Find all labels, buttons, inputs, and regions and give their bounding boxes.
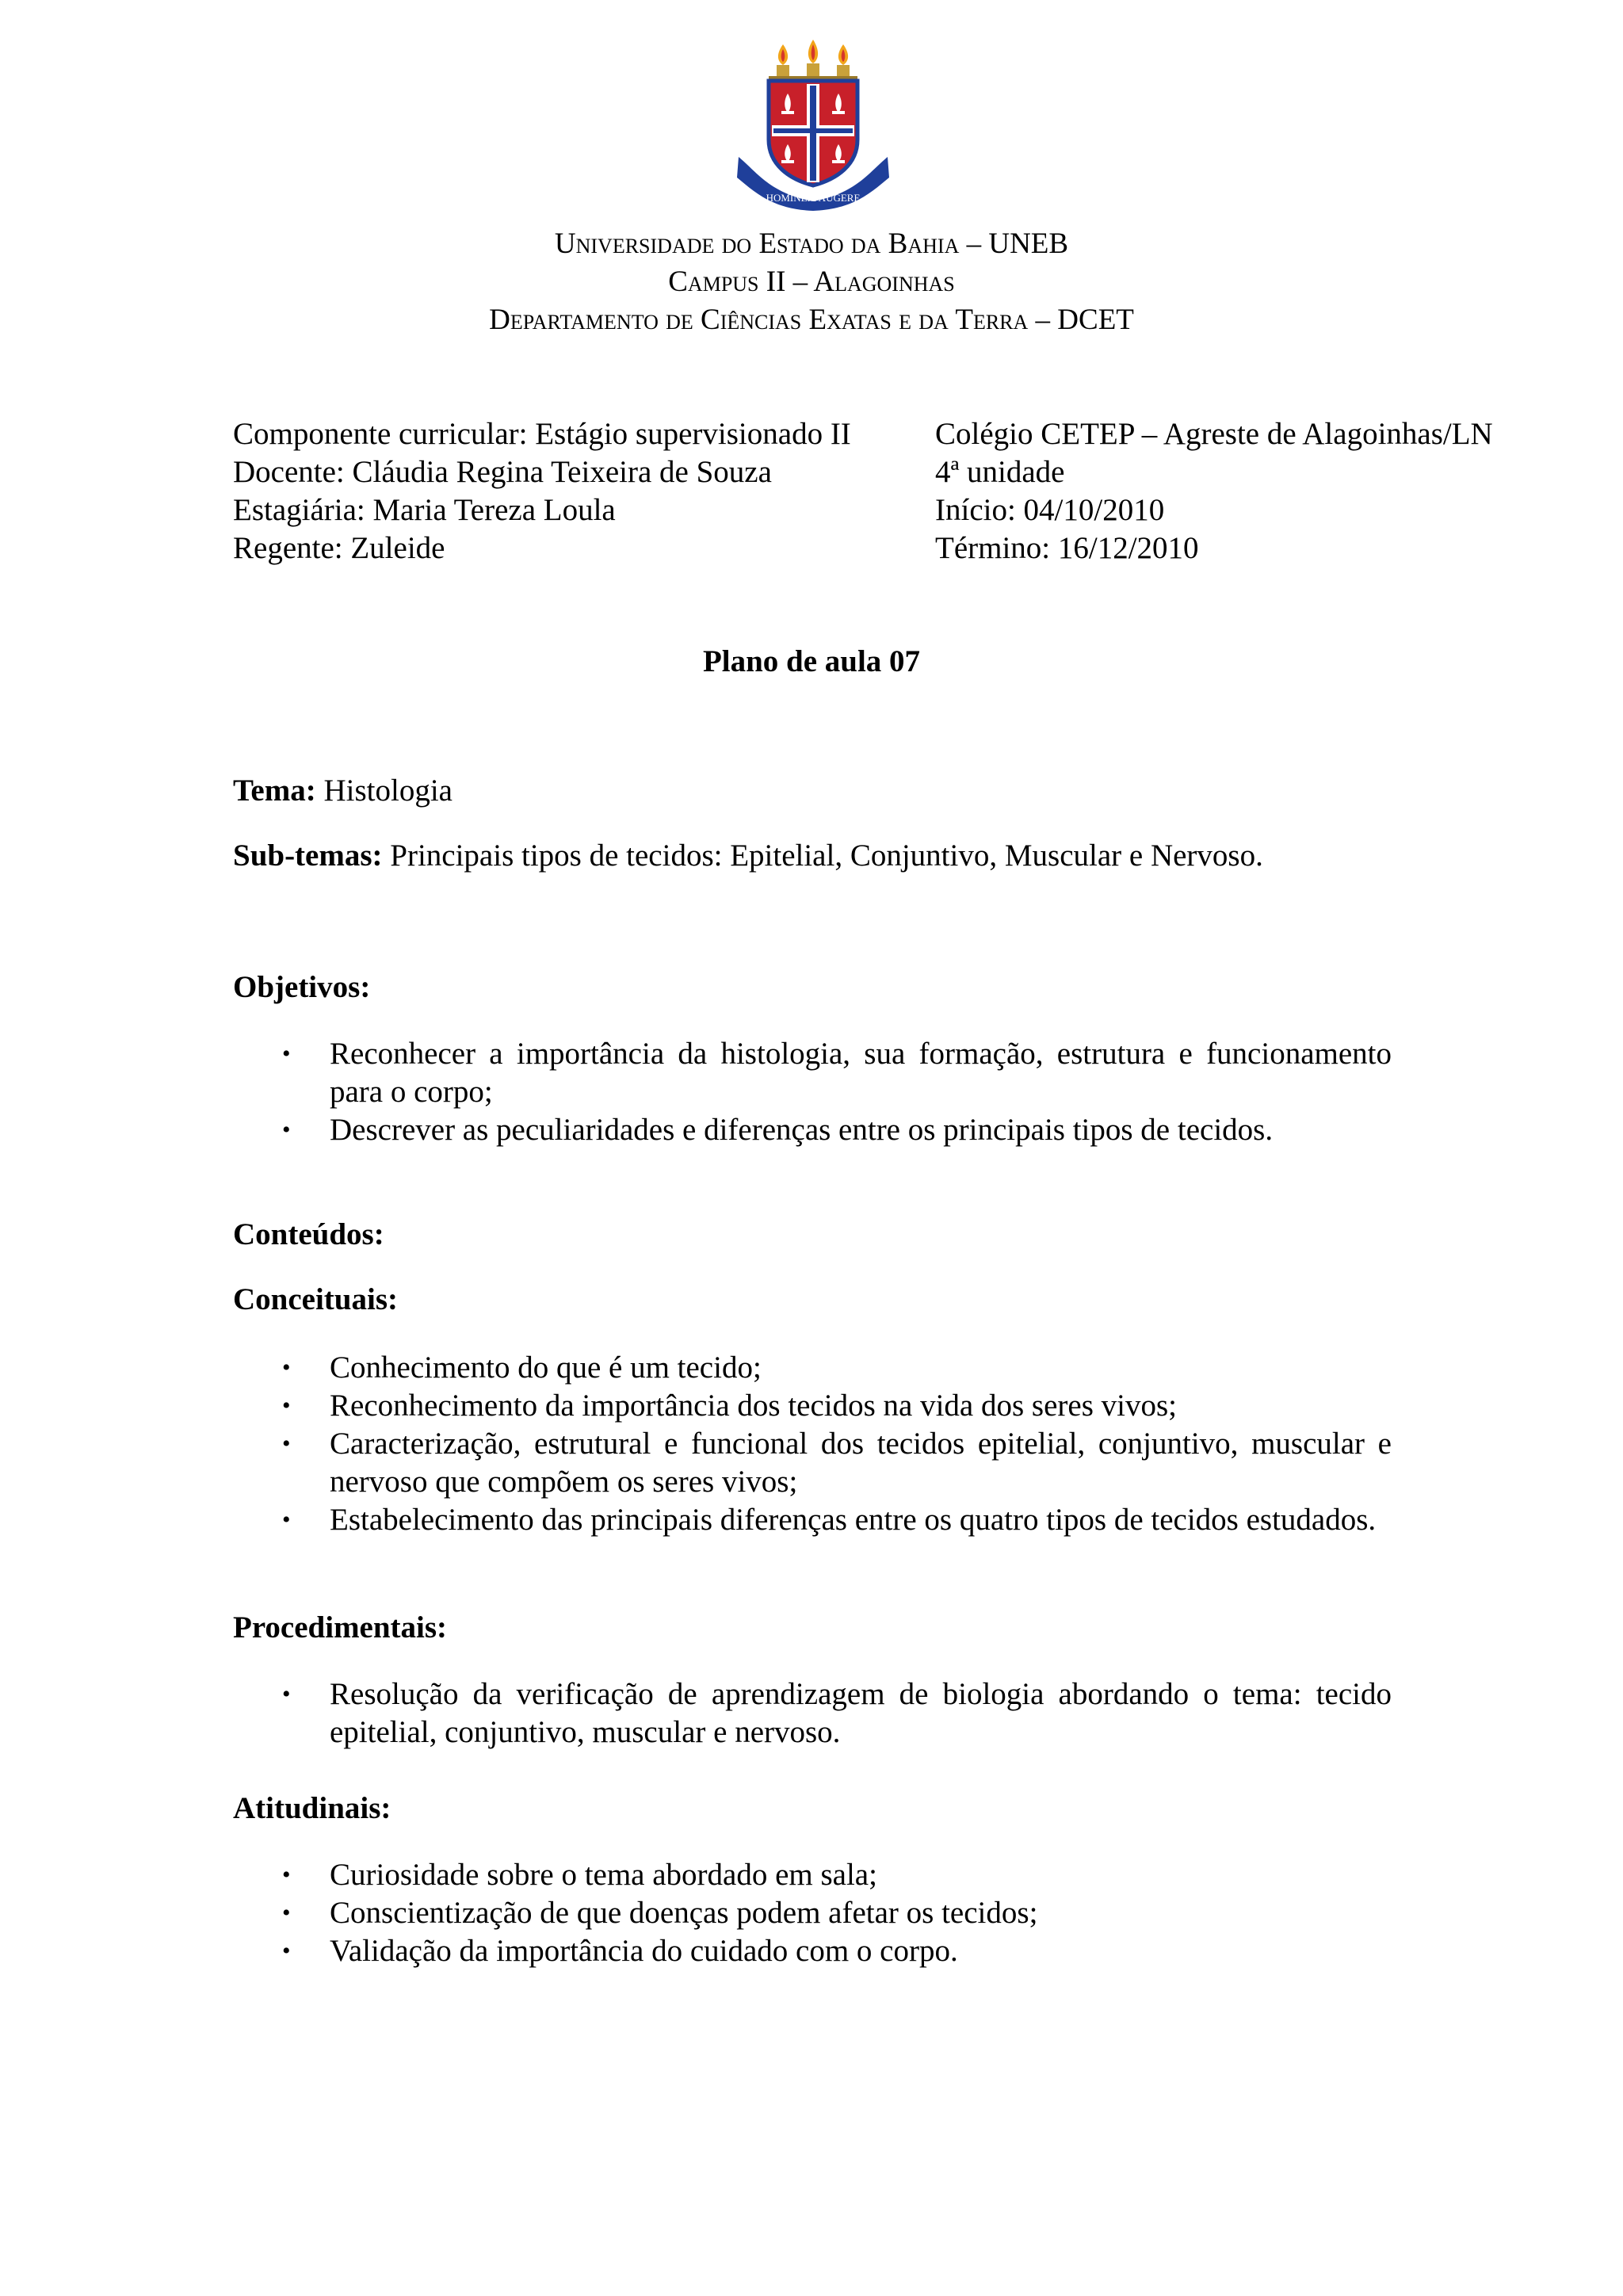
- subthemes-value: Principais tipos de tecidos: Epitelial, Conjuntivo, Muscular e Nervoso.: [382, 839, 1263, 873]
- end-date: Término: 16/12/2010: [935, 531, 1199, 565]
- list-item: [233, 1349, 1392, 1387]
- bullet: •: [282, 1681, 291, 1707]
- list-item-text: Conhecimento do que é um tecido;: [330, 1350, 762, 1385]
- attitudinal-list: [233, 1856, 1392, 1970]
- bullet: •: [282, 1507, 291, 1533]
- list-item-text: Validação da importância do cuidado com o corpo.: [330, 1934, 958, 1968]
- list-item: [233, 1675, 1392, 1752]
- school-name: Colégio CETEP – Agreste de Alagoinhas/LN: [935, 417, 1493, 451]
- list-item: [233, 1111, 1392, 1149]
- list-item: [233, 1425, 1392, 1501]
- department-name: Departamento de Ciências Exatas e da Terra – DCET: [489, 304, 1134, 336]
- list-item-text: Reconhecer a importância da histologia, sua formação, estrutura e funcionamento para o corpo;: [330, 1037, 1392, 1109]
- list-item: [233, 1856, 1392, 1894]
- procedural-list: [233, 1675, 1392, 1752]
- list-item-text: Estabelecimento das principais diferenças entre os quatro tipos de tecidos estudados.: [330, 1503, 1377, 1537]
- objectives-list: [233, 1035, 1392, 1149]
- university-coat-of-arms-icon: [734, 38, 892, 212]
- course-info-right: [935, 415, 1493, 567]
- list-item: [233, 1387, 1392, 1425]
- bullet: •: [282, 1431, 291, 1457]
- conceptual-heading: Conceituais:: [233, 1282, 398, 1316]
- campus-name: Campus II – Alagoinhas: [668, 266, 955, 298]
- procedural-heading: Procedimentais:: [233, 1610, 448, 1645]
- bullet: •: [282, 1041, 291, 1067]
- objectives-heading: Objetivos:: [233, 970, 371, 1004]
- bullet: •: [282, 1117, 291, 1143]
- list-item-text: Caracterização, estrutural e funcional dos tecidos epitelial, conjuntivo, muscular e nervoso que compõem os seres vivos;: [330, 1427, 1392, 1499]
- subthemes-line: [233, 837, 1263, 875]
- theme-line: [233, 772, 453, 810]
- list-item: [233, 1932, 1392, 1970]
- institution-header: [0, 225, 1623, 339]
- unit: 4ª unidade: [935, 455, 1065, 489]
- bullet: •: [282, 1938, 291, 1964]
- list-item-text: Conscientização de que doenças podem afetar os tecidos;: [330, 1896, 1038, 1930]
- curricular-component: Componente curricular: Estágio supervisionado II: [233, 417, 851, 451]
- conceptual-list: [233, 1349, 1392, 1539]
- list-item-text: Descrever as peculiaridades e diferenças entre os principais tipos de tecidos.: [330, 1113, 1274, 1147]
- list-item: [233, 1501, 1392, 1539]
- intern: Estagiária: Maria Tereza Loula: [233, 493, 616, 527]
- bullet: •: [282, 1862, 291, 1888]
- subthemes-label: Sub-temas:: [233, 839, 383, 873]
- list-item-text: Reconhecimento da importância dos tecidos na vida dos seres vivos;: [330, 1389, 1177, 1423]
- contents-heading: Conteúdos:: [233, 1217, 384, 1251]
- university-name: Universidade do Estado da Bahia – UNEB: [554, 227, 1069, 260]
- list-item: [233, 1894, 1392, 1932]
- start-date: Início: 04/10/2010: [935, 493, 1165, 527]
- torch-flame-icon: [769, 40, 857, 81]
- list-item: [233, 1035, 1392, 1111]
- theme-label: Tema:: [233, 774, 316, 808]
- list-item-text: Curiosidade sobre o tema abordado em sala;: [330, 1858, 877, 1892]
- bullet: •: [282, 1392, 291, 1419]
- regent: Regente: Zuleide: [233, 531, 445, 565]
- list-item-text: Resolução da verificação de aprendizagem de biologia abordando o tema: tecido epitelial, conjuntivo, muscular e nervoso.: [330, 1677, 1392, 1749]
- motto-text: HOMINEM AUGERE: [766, 192, 861, 204]
- theme-value: Histologia: [315, 774, 453, 808]
- bullet: •: [282, 1354, 291, 1381]
- plan-title: Plano de aula 07: [702, 644, 921, 678]
- attitudinal-heading: Atitudinais:: [233, 1791, 391, 1825]
- teacher: Docente: Cláudia Regina Teixeira de Souza: [233, 455, 772, 489]
- bullet: •: [282, 1900, 291, 1926]
- course-info-left: [233, 415, 851, 567]
